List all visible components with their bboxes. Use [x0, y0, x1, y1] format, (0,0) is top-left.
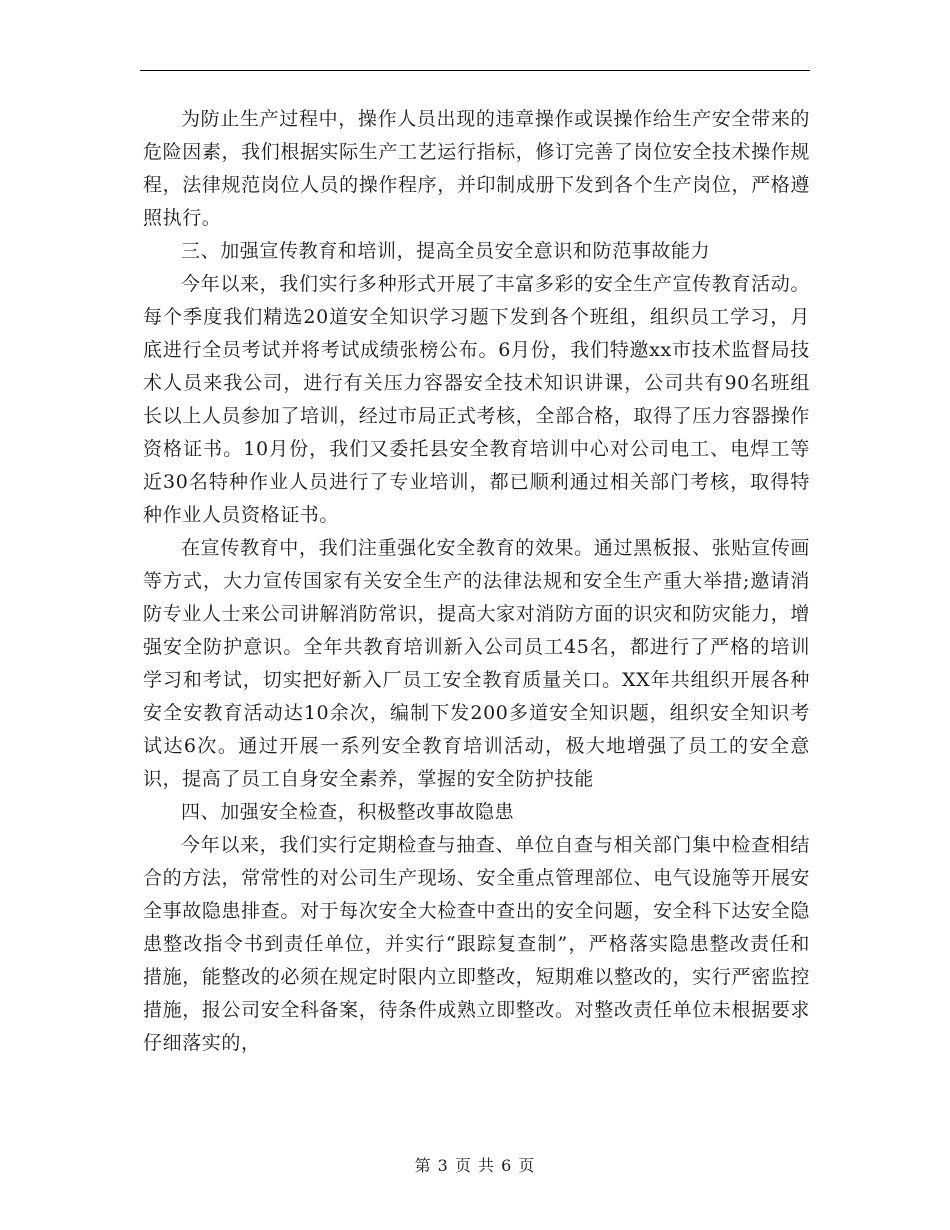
paragraph-operating-procedures: 为防止生产过程中，操作人员出现的违章操作或误操作给生产安全带来的危险因素，我们根据实际生产工艺运行指标，修订完善了岗位安全技术操作规程，法律规范岗位人员的操作程序，并印制成册下发到各个生产岗位，严格遵照执行。	[143, 108, 810, 229]
paragraph-publicity-education: 在宣传教育中，我们注重强化安全教育的效果。通过黑板报、张贴宣传画等方式，大力宣传国家有关安全生产的法律法规和安全生产重大举措;邀请消防专业人士来公司讲解消防常识，提高大家对消防方面的识灾和防灾能力，增强安全防护意识。全年共教育培训新入公司员工45名，都进行了严格的培训学习和考试，切实把好新入厂员工安全教育质量关口。XX年共组织开展各种安全安教育活动达10余次，编制下发200多道安全知识题，组织安全知识考试达6次。通过开展一系列安全教育培训活动，极大地增强了员工的安全意识，提高了员工自身安全素养，掌握的安全防护技能	[143, 537, 810, 790]
header-rule	[140, 70, 810, 71]
section-heading-four: 四、加强安全检查，积极整改事故隐患	[181, 801, 515, 823]
section-heading-three: 三、加强宣传教育和培训，提高全员安全意识和防范事故能力	[181, 240, 711, 262]
document-body	[143, 103, 810, 1060]
page-number: 第 3 页 共 6 页	[414, 1156, 536, 1175]
paragraph-safety-inspection: 今年以来，我们实行定期检查与抽查、单位自查与相关部门集中检查相结合的方法，常常性的对公司生产现场、安全重点管理部位、电气设施等开展安全事故隐患排查。对于每次安全大检查中查出的安全问题，安全科下达安全隐患整改指令书到责任单位，并实行“跟踪复查制”，严格落实隐患整改责任和措施，能整改的必须在规定时限内立即整改，短期难以整改的，实行严密监控措施，报公司安全科备案，待条件成熟立即整改。对整改责任单位未根据要求仔细落实的，	[143, 834, 810, 1054]
paragraph-training-activities: 今年以来，我们实行多种形式开展了丰富多彩的安全生产宣传教育活动。每个季度我们精选20道安全知识学习题下发到各个班组，组织员工学习，月底进行全员考试并将考试成绩张榜公布。6月份，我们特邀xx市技术监督局技术人员来我公司，进行有关压力容器安全技术知识讲课，公司共有90名班组长以上人员参加了培训，经过市局正式考核，全部合格，取得了压力容器操作资格证书。10月份，我们又委托县安全教育培训中心对公司电工、电焊工等近30名特种作业人员进行了专业培训，都已顺利通过相关部门考核，取得特种作业人员资格证书。	[143, 273, 810, 526]
